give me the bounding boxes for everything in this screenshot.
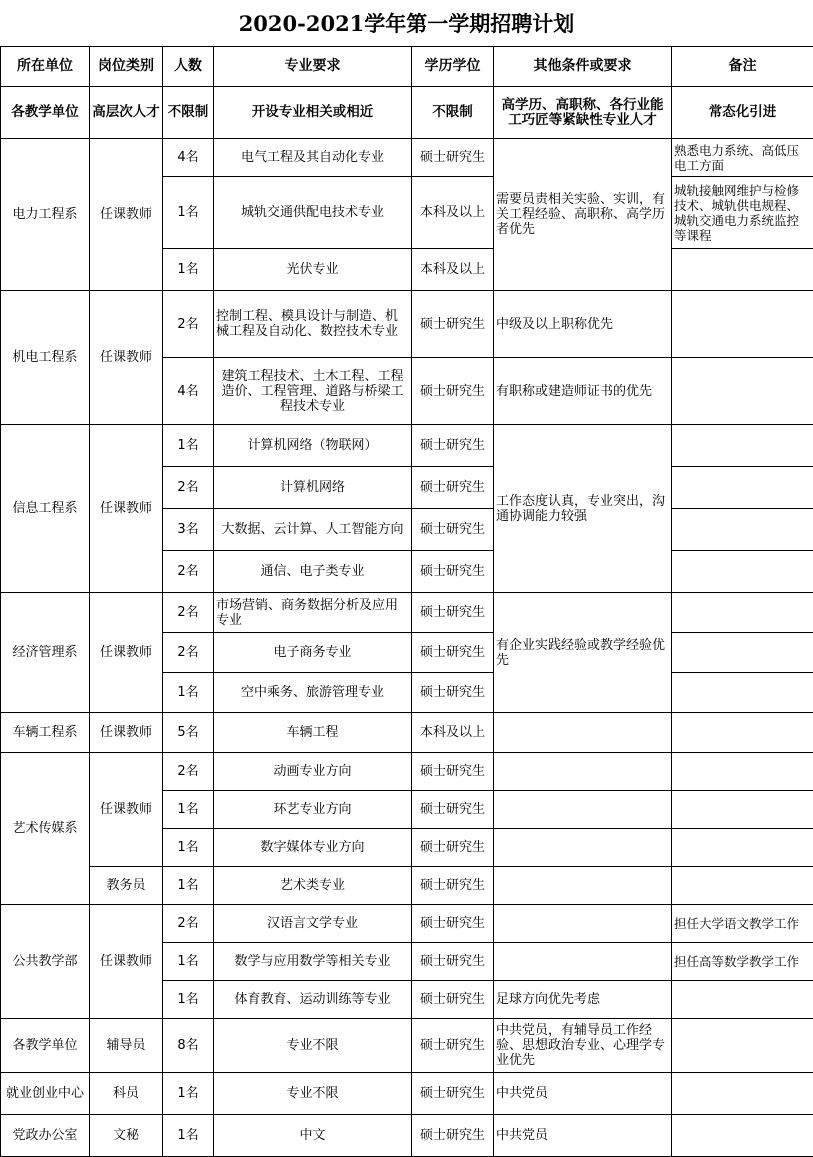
table-row: [1, 1073, 813, 1115]
note-cell: [672, 1115, 813, 1157]
major-cell: 计算机网络: [214, 467, 412, 509]
degree-cell: 硕士研究生: [412, 753, 494, 791]
header-cell: 其他条件或要求: [494, 47, 672, 87]
note-cell: [672, 1073, 813, 1115]
header-cell: 学历学位: [412, 47, 494, 87]
table-row: [1, 1019, 813, 1073]
condition-cell: 中共党员: [494, 1073, 672, 1115]
note-cell: [672, 791, 813, 829]
summary-cell: 高层次人才: [90, 87, 163, 139]
count-cell: 2名: [163, 467, 214, 509]
role-cell: 任课教师: [90, 593, 163, 713]
degree-cell: 硕士研究生: [412, 467, 494, 509]
count-cell: 1名: [163, 791, 214, 829]
table-row: [1, 291, 813, 358]
major-cell: 电子商务专业: [214, 633, 412, 673]
degree-cell: 本科及以上: [412, 177, 494, 249]
header-cell: 人数: [163, 47, 214, 87]
table-row: [1, 593, 813, 633]
condition-cell: 工作态度认真，专业突出，沟通协调能力较强: [494, 425, 672, 593]
count-cell: 1名: [163, 177, 214, 249]
major-cell: 艺术类专业: [214, 867, 412, 905]
condition-cell: [494, 753, 672, 791]
degree-cell: 硕士研究生: [412, 1019, 494, 1073]
count-cell: 1名: [163, 249, 214, 291]
table-row: [1, 713, 813, 753]
count-cell: 1名: [163, 981, 214, 1019]
major-cell: 建筑工程技术、土木工程、工程造价、工程管理、道路与桥梁工程技术专业: [214, 358, 412, 425]
condition-cell: [494, 943, 672, 981]
role-cell: 科员: [90, 1073, 163, 1115]
dept-cell: 各教学单位: [1, 1019, 90, 1073]
degree-cell: 硕士研究生: [412, 867, 494, 905]
dept-cell: 车辆工程系: [1, 713, 90, 753]
role-cell: 教务员: [90, 867, 163, 905]
major-cell: 电气工程及其自动化专业: [214, 139, 412, 177]
major-cell: 中文: [214, 1115, 412, 1157]
note-cell: [672, 425, 813, 467]
major-cell: 市场营销、商务数据分析及应用专业: [214, 593, 412, 633]
major-cell: 城轨交通供配电技术专业: [214, 177, 412, 249]
count-cell: 2名: [163, 551, 214, 593]
condition-cell: 需要员责相关实验、实训，有关工程经验、高职称、高学历者优先: [494, 139, 672, 291]
degree-cell: 硕士研究生: [412, 791, 494, 829]
degree-cell: 硕士研究生: [412, 673, 494, 713]
role-cell: 任课教师: [90, 139, 163, 291]
note-cell: [672, 291, 813, 358]
condition-cell: [494, 867, 672, 905]
count-cell: 2名: [163, 753, 214, 791]
role-cell: 任课教师: [90, 713, 163, 753]
degree-cell: 硕士研究生: [412, 633, 494, 673]
count-cell: 3名: [163, 509, 214, 551]
major-cell: 控制工程、模具设计与制造、机械工程及自动化、数控技术专业: [214, 291, 412, 358]
dept-cell: 经济管理系: [1, 593, 90, 713]
count-cell: 5名: [163, 713, 214, 753]
major-cell: 空中乘务、旅游管理专业: [214, 673, 412, 713]
note-cell: [672, 249, 813, 291]
table-row: [1, 425, 813, 467]
count-cell: 8名: [163, 1019, 214, 1073]
major-cell: 数学与应用数学等相关专业: [214, 943, 412, 981]
count-cell: 1名: [163, 867, 214, 905]
major-cell: 体育教育、运动训练等专业: [214, 981, 412, 1019]
degree-cell: 本科及以上: [412, 713, 494, 753]
degree-cell: 硕士研究生: [412, 1115, 494, 1157]
dept-cell: 公共教学部: [1, 905, 90, 1019]
degree-cell: 硕士研究生: [412, 425, 494, 467]
condition-cell: [494, 791, 672, 829]
table-row: [1, 139, 813, 177]
major-cell: 计算机网络（物联网）: [214, 425, 412, 467]
summary-row: [1, 87, 813, 139]
count-cell: 1名: [163, 1115, 214, 1157]
header-cell: 岗位类别: [90, 47, 163, 87]
role-cell: 任课教师: [90, 753, 163, 867]
degree-cell: 硕士研究生: [412, 551, 494, 593]
condition-cell: 有职称或建造师证书的优先: [494, 358, 672, 425]
condition-cell: 中共党员: [494, 1115, 672, 1157]
condition-cell: [494, 713, 672, 753]
major-cell: 专业不限: [214, 1019, 412, 1073]
major-cell: 通信、电子类专业: [214, 551, 412, 593]
degree-cell: 硕士研究生: [412, 358, 494, 425]
major-cell: 环艺专业方向: [214, 791, 412, 829]
summary-cell: 常态化引进: [672, 87, 813, 139]
table-row: [1, 905, 813, 943]
major-cell: 大数据、云计算、人工智能方向: [214, 509, 412, 551]
note-cell: [672, 633, 813, 673]
table-row: [1, 867, 813, 905]
count-cell: 2名: [163, 593, 214, 633]
note-cell: 熟悉电力系统、高低压电工方面: [672, 139, 813, 177]
condition-cell: [494, 905, 672, 943]
major-cell: 数字媒体专业方向: [214, 829, 412, 867]
role-cell: 任课教师: [90, 905, 163, 1019]
dept-cell: 机电工程系: [1, 291, 90, 425]
header-cell: 备注: [672, 47, 813, 87]
note-cell: 担任大学语文教学工作: [672, 905, 813, 943]
count-cell: 1名: [163, 425, 214, 467]
count-cell: 2名: [163, 633, 214, 673]
count-cell: 1名: [163, 829, 214, 867]
role-cell: 任课教师: [90, 425, 163, 593]
summary-cell: 开设专业相关或相近: [214, 87, 412, 139]
header-cell: 所在单位: [1, 47, 90, 87]
degree-cell: 硕士研究生: [412, 139, 494, 177]
note-cell: [672, 509, 813, 551]
header-row: [1, 47, 813, 87]
summary-cell: 不限制: [412, 87, 494, 139]
note-cell: [672, 829, 813, 867]
major-cell: 光伏专业: [214, 249, 412, 291]
dept-cell: 就业创业中心: [1, 1073, 90, 1115]
table-row: [1, 753, 813, 791]
degree-cell: 硕士研究生: [412, 291, 494, 358]
dept-cell: 党政办公室: [1, 1115, 90, 1157]
count-cell: 1名: [163, 943, 214, 981]
role-cell: 文秘: [90, 1115, 163, 1157]
recruitment-table: [0, 46, 813, 1157]
condition-cell: 有企业实践经验或教学经验优先: [494, 593, 672, 713]
note-cell: [672, 358, 813, 425]
degree-cell: 硕士研究生: [412, 829, 494, 867]
note-cell: 担任高等数学教学工作: [672, 943, 813, 981]
table-row: [1, 1115, 813, 1157]
note-cell: [672, 551, 813, 593]
degree-cell: 本科及以上: [412, 249, 494, 291]
condition-cell: 中共党员，有辅导员工作经验、思想政治专业、心理学专业优先: [494, 1019, 672, 1073]
degree-cell: 硕士研究生: [412, 943, 494, 981]
count-cell: 2名: [163, 291, 214, 358]
note-cell: [672, 1019, 813, 1073]
count-cell: 1名: [163, 673, 214, 713]
summary-cell: 高学历、高职称、各行业能工巧匠等紧缺性专业人才: [494, 87, 672, 139]
degree-cell: 硕士研究生: [412, 905, 494, 943]
summary-cell: 不限制: [163, 87, 214, 139]
role-cell: 任课教师: [90, 291, 163, 425]
page-title: 2020-2021学年第一学期招聘计划: [238, 11, 575, 36]
major-cell: 车辆工程: [214, 713, 412, 753]
condition-cell: 中级及以上职称优先: [494, 291, 672, 358]
note-cell: [672, 593, 813, 633]
note-cell: [672, 753, 813, 791]
major-cell: 汉语言文学专业: [214, 905, 412, 943]
count-cell: 4名: [163, 358, 214, 425]
summary-cell: 各教学单位: [1, 87, 90, 139]
condition-cell: 足球方向优先考虑: [494, 981, 672, 1019]
count-cell: 1名: [163, 1073, 214, 1115]
note-cell: 城轨接触网维护与检修技术、城轨供电规程、城轨交通电力系统监控等课程: [672, 177, 813, 249]
degree-cell: 硕士研究生: [412, 509, 494, 551]
note-cell: [672, 673, 813, 713]
role-cell: 辅导员: [90, 1019, 163, 1073]
degree-cell: 硕士研究生: [412, 981, 494, 1019]
degree-cell: 硕士研究生: [412, 593, 494, 633]
dept-cell: 电力工程系: [1, 139, 90, 291]
note-cell: [672, 867, 813, 905]
note-cell: [672, 981, 813, 1019]
major-cell: 专业不限: [214, 1073, 412, 1115]
dept-cell: 信息工程系: [1, 425, 90, 593]
count-cell: 2名: [163, 905, 214, 943]
count-cell: 4名: [163, 139, 214, 177]
dept-cell: 艺术传媒系: [1, 753, 90, 905]
header-cell: 专业要求: [214, 47, 412, 87]
note-cell: [672, 713, 813, 753]
degree-cell: 硕士研究生: [412, 1073, 494, 1115]
major-cell: 动画专业方向: [214, 753, 412, 791]
note-cell: [672, 467, 813, 509]
condition-cell: [494, 829, 672, 867]
